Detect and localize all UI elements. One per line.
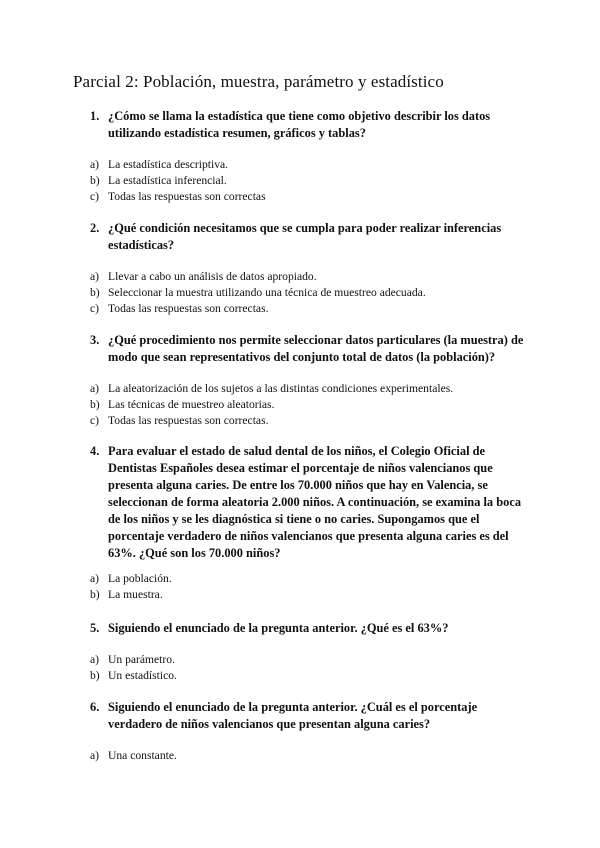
question-number: 1.	[90, 109, 100, 123]
option-b	[90, 173, 266, 189]
question-number: 5.	[90, 621, 100, 635]
option-letter: b)	[90, 286, 100, 299]
question-4	[90, 443, 530, 562]
option-text: Llevar a cabo un análisis de datos apropiado.	[108, 270, 317, 283]
option-letter: b)	[90, 174, 100, 187]
question-number: 2.	[90, 221, 100, 235]
question-6	[90, 699, 530, 733]
option-b	[90, 668, 177, 684]
option-letter: b)	[90, 669, 100, 682]
option-text: Un estadístico.	[108, 669, 177, 682]
option-text: Todas las respuestas son correctas.	[108, 302, 269, 315]
option-a	[90, 157, 266, 173]
option-text: Un parámetro.	[108, 653, 175, 666]
option-text: La muestra.	[108, 588, 163, 601]
question-text: Siguiendo el enunciado de la pregunta anterior. ¿Qué es el 63%?	[108, 621, 449, 635]
option-letter: a)	[90, 749, 100, 762]
question-number: 6.	[90, 700, 100, 714]
question-1	[90, 108, 530, 142]
options-list-5	[90, 652, 177, 684]
question-number: 3.	[90, 333, 100, 347]
option-letter: c)	[90, 414, 100, 427]
option-c	[90, 189, 266, 205]
question-text: ¿Qué procedimiento nos permite seleccionar datos particulares (la muestra) de modo que sean representativos del conjunto total de datos (la población)?	[108, 333, 524, 364]
option-letter: a)	[90, 158, 100, 171]
question-3	[90, 332, 530, 366]
option-text: La estadística inferencial.	[108, 174, 227, 187]
option-text: Las técnicas de muestreo aleatorias.	[108, 398, 275, 411]
option-text: La aleatorización de los sujetos a las distintas condiciones experimentales.	[108, 382, 454, 395]
option-text: Una constante.	[108, 749, 177, 762]
option-text: Seleccionar la muestra utilizando una técnica de muestreo adecuada.	[108, 286, 426, 299]
option-a	[90, 652, 177, 668]
option-letter: b)	[90, 588, 100, 601]
question-text: Para evaluar el estado de salud dental de los niños, el Colegio Oficial de Dentistas Españoles desea estimar el porcentaje de niños valencianos que presenta alguna caries. De entre los 70.000 niños que hay en Valencia, se seleccionan de forma aleatoria 2.000 niños. A continuación, se examina la boca de los niños y se les diagnóstica si tiene o no caries. Supongamos que el porcentaje verdadero de niños valencianos que presenta alguna caries es del 63%. ¿Qué son los 70.000 niños?	[108, 444, 522, 560]
option-letter: c)	[90, 302, 100, 315]
options-list-3	[90, 381, 453, 429]
option-c	[90, 301, 426, 317]
options-list-6	[90, 748, 177, 764]
option-text: La estadística descriptiva.	[108, 158, 229, 171]
option-text: Todas las respuestas son correctas.	[108, 414, 269, 427]
question-5	[90, 620, 530, 637]
question-2	[90, 220, 530, 254]
question-number: 4.	[90, 444, 100, 458]
option-letter: a)	[90, 382, 100, 395]
option-letter: a)	[90, 270, 100, 283]
options-list-4	[90, 571, 172, 603]
options-list-1	[90, 157, 266, 205]
option-a	[90, 748, 177, 764]
option-b	[90, 285, 426, 301]
option-a	[90, 269, 426, 285]
option-text: Todas las respuestas son correctas	[108, 190, 266, 203]
option-letter: a)	[90, 572, 100, 585]
question-text: ¿Cómo se llama la estadística que tiene como objetivo describir los datos utilizando estadística resumen, gráficos y tablas?	[108, 109, 491, 140]
page-title: Parcial 2: Población, muestra, parámetro y estadístico	[73, 72, 444, 91]
question-text: Siguiendo el enunciado de la pregunta anterior. ¿Cuál es el porcentaje verdadero de niños valencianos que presentan alguna caries?	[108, 700, 478, 731]
options-list-2	[90, 269, 426, 317]
option-letter: a)	[90, 653, 100, 666]
option-b	[90, 397, 453, 413]
question-text: ¿Qué condición necesitamos que se cumpla para poder realizar inferencias estadísticas?	[108, 221, 502, 252]
option-a	[90, 381, 453, 397]
option-c	[90, 413, 453, 429]
option-letter: c)	[90, 190, 100, 203]
option-a	[90, 571, 172, 587]
option-text: La población.	[108, 572, 172, 585]
option-b	[90, 587, 172, 603]
option-letter: b)	[90, 398, 100, 411]
